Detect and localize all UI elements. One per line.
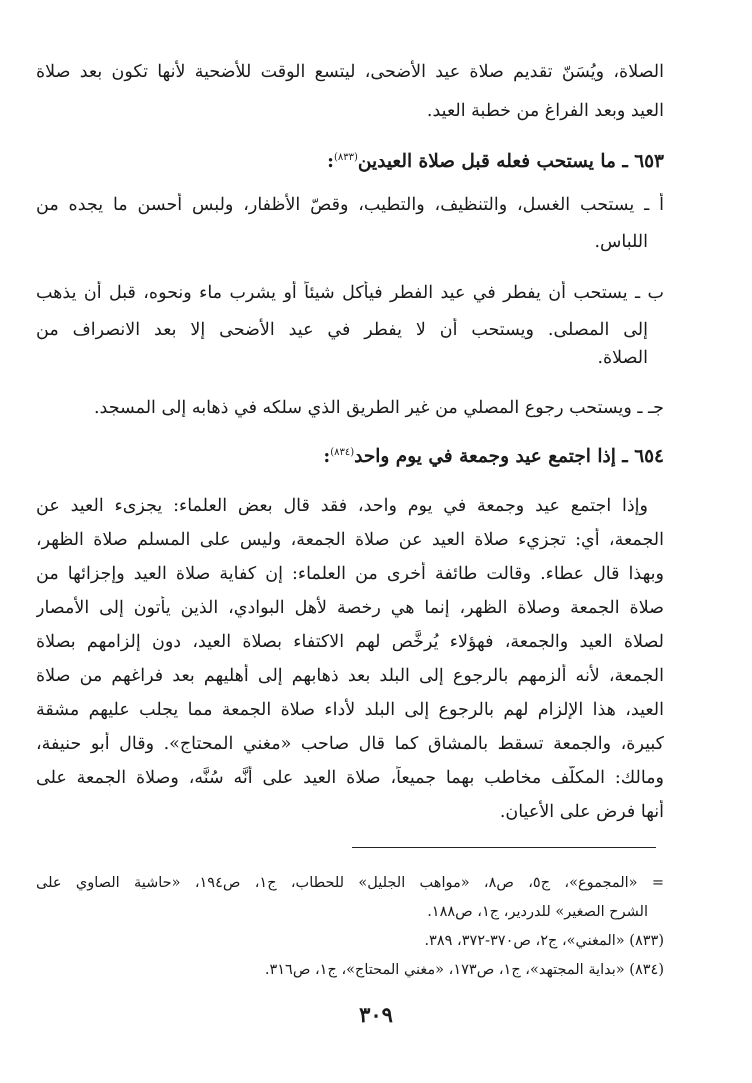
footnote-ref: (٨٣٤) — [330, 447, 355, 458]
body-line: وإذا اجتمع عيد وجمعة في يوم واحد، فقد قال بعض العلماء: يجزىء العيد عن — [36, 496, 648, 516]
footnote-ref: (٨٣٣) — [333, 152, 358, 163]
body-line: لصلاة العيد والجمعة، فهؤلاء يُرخَّص لهم الاكتفاء بصلاة العيد، دون إلزامهم بصلاة — [36, 632, 664, 652]
body-line: العيد، هذا الإلزام لهم بالرجوع إلى البلد لأداء صلاة الجمعة مما يجلب عليهم مشقة — [36, 700, 664, 720]
body-line: الصلاة، ويُسَنّ تقديم صلاة عيد الأضحى، ليتسع الوقت للأضحية لأنها تكون بعد صلاة — [36, 62, 664, 82]
list-item-line: اللباس. — [594, 232, 648, 252]
list-item-line: أ ـ يستحب الغسل، والتنظيف، والتطيب، وقصّ الأظفار، ولبس أحسن ما يجده من — [36, 195, 664, 215]
list-item-line: الصلاة. — [597, 348, 648, 368]
body-line: الجمعة، أي: تجزيء صلاة العيد عن صلاة الجمعة، وليس على المسلم صلاة الظهر، — [36, 530, 664, 550]
list-item-line: ب ـ يستحب أن يفطر في عيد الفطر فيأكل شيئاً أو يشرب ماء ونحوه، قبل أن يذهب — [36, 283, 664, 303]
page-number: ٣٠٩ — [359, 1002, 393, 1027]
body-line: الجمعة، لأنه ألزمهم بالرجوع إلى البلد بعد ذهابهم إلى أهليهم بعد فراغهم من صلاة — [36, 666, 664, 686]
body-line: كبيرة، والجمعة تسقط بالمشاق كما قال صاحب «مغني المحتاج». وقال أبو حنيفة، — [36, 734, 664, 754]
footnote-833: (٨٣٣) «المغني»، ج٢، ص٣٧٠-٣٧٢، ٣٨٩. — [424, 933, 664, 949]
section-heading-654 — [323, 440, 664, 470]
footnote-continuation: الشرح الصغير» للدردير، ج١، ص١٨٨. — [427, 904, 648, 920]
section-title: ٦٥٤ ـ إذا اجتمع عيد وجمعة في يوم واحد — [354, 446, 664, 468]
body-line: أنها فرض على الأعيان. — [499, 802, 664, 822]
heading-colon: : — [323, 446, 331, 468]
footnote-divider — [352, 847, 656, 848]
list-item-line: جـ ـ ويستحب رجوع المصلي من غير الطريق الذي سلكه في ذهابه إلى المسجد. — [93, 398, 664, 418]
body-line: وبهذا قال عطاء. وقالت طائفة أخرى من العلماء: إن كفاية صلاة العيد وإجزائها من — [36, 564, 664, 584]
heading-colon: : — [327, 151, 334, 173]
body-line: العيد وبعد الفراغ من خطبة العيد. — [426, 101, 664, 121]
footnote-834: (٨٣٤) «بداية المجتهد»، ج١، ص١٧٣، «مغني المحتاج»، ج١، ص٣١٦. — [264, 962, 664, 978]
list-item-line: إلى المصلى. ويستحب أن لا يفطر في عيد الأضحى إلا بعد الانصراف من — [36, 320, 648, 340]
body-line: ومالك: المكلَّف مخاطب بهما جميعاً، صلاة العيد على أنَّه سُنَّه، وصلاة الجمعة على — [36, 768, 664, 788]
section-heading-653 — [327, 145, 664, 175]
body-line: صلاة الجمعة وصلاة الظهر، إنما هي رخصة لأهل البوادي، الذين يأتون إلى الأمصار — [36, 598, 664, 618]
section-title: ٦٥٣ ـ ما يستحب فعله قبل صلاة العيدين — [357, 151, 664, 173]
footnote-continuation: = «المجموع»، ج٥، ص٨، «مواهب الجليل» للحطاب، ج١، ص١٩٤، «حاشية الصاوي على — [36, 875, 664, 891]
